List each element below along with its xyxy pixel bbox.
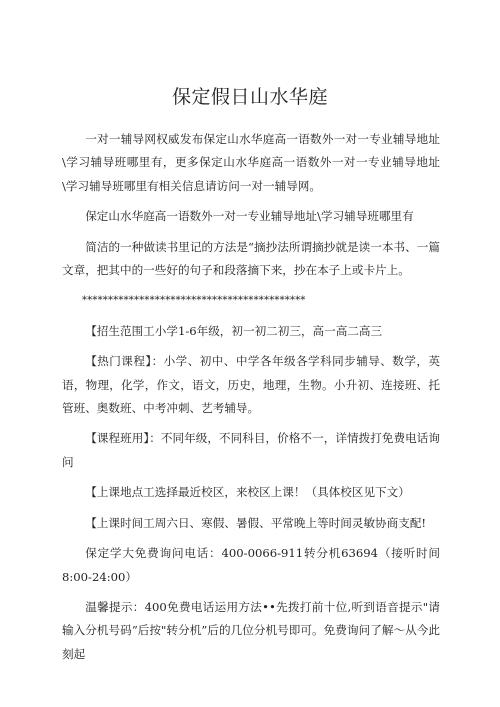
paragraph-method: 简洁的一种做读书里记的方法是“摘抄法所谓摘抄就是读一本书、一篇文章，把其中的一些好的句子和段落摘下来，抄在本子上或卡片上。 (62, 239, 440, 278)
paragraph-subtitle: 保定山水华庭高一语数外一对一专业辅导地址\学习辅导班哪里有 (85, 209, 414, 224)
paragraph-schedule: 【上课时间工周六日、寒假、暑假、平常晚上等时间灵敏协商支配! (85, 515, 427, 530)
paragraph-phone: 保定学大免费询问电话：400-0066-911转分机63694（接听时间8:00-24:00） (62, 546, 440, 584)
paragraph-tip: 温馨提示：400免费电话运用方法••先拨打前十位,听到语音提示"请输入分机号码”后按"转分机”后的几位分机号即可。免费询问了解～从今此刻起 (62, 599, 440, 661)
paragraph-enrollment: 【招生范围工小学1-6年级，初一初二初三，高一高二高三 (85, 323, 383, 338)
paragraph-courses: 【热门课程】：小学、初中、中学各年级各学科同步辅导、数学，英语，物理，化学，作文，语文，历史，地理，生物。小升初、连接班、托管班、奥数班、中考冲刺、艺考辅导。 (62, 354, 440, 416)
paragraph-intro: 一对一辅导网权威发布保定山水华庭高一语数外一对一专业辅导地址\学习辅导班哪里有，更多保定山水华庭高一语数外一对一专业辅导地址\学习辅导班哪里有相关信息请访问一对一辅导网。 (62, 132, 440, 193)
separator-stars: ******************************************* (82, 295, 306, 307)
paragraph-location: 【上课地点工选择最近校区，来校区上课！（具体校区见下文） (85, 485, 410, 500)
paragraph-fees: 【课程班用】：不同年级，不同科目，价格不一，详情拨打免费电话询问 (62, 431, 440, 469)
document-title: 保定假日山水华庭 (171, 86, 328, 108)
document-body (62, 128, 440, 673)
